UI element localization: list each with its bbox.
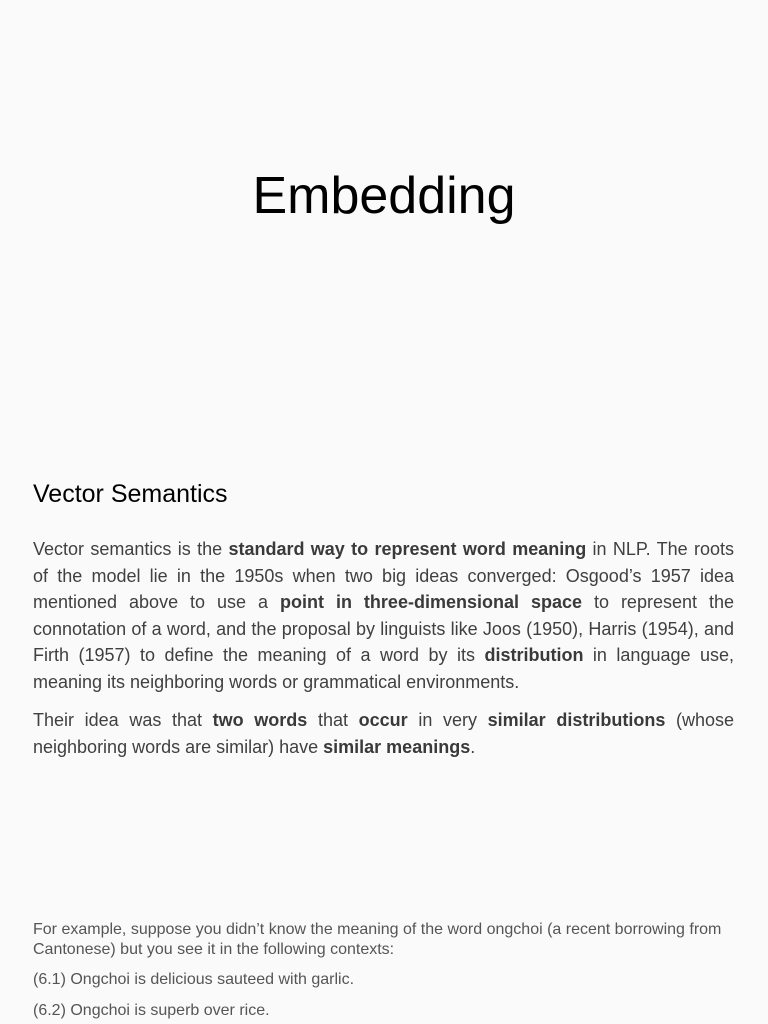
- example-sentence: (6.1) Ongchoi is delicious sauteed with garlic.: [33, 971, 355, 988]
- paragraph-vector-semantics-intro: [33, 536, 734, 696]
- text-run: in very: [407, 710, 488, 730]
- text-run: to represent the connotation of a word, and the proposal by linguists like Joos (1950), Harris (1954), and Firth (1957) to define the meaning of a word by its: [33, 592, 734, 666]
- example-intro: For example, suppose you didn’t know the meaning of the word ongchoi (a recent borrowing from Cantonese) but you see it in the following contexts:: [33, 921, 722, 958]
- text-run: in language use, meaning its neighboring words or grammatical environments.: [33, 645, 734, 692]
- bold-phrase: similar distributions: [487, 710, 666, 730]
- text-run: (whose neighboring words are similar) have: [33, 710, 735, 757]
- example-sentence: (6.2) Ongchoi is superb over rice.: [33, 1002, 270, 1019]
- page-title: Embedding: [252, 167, 516, 225]
- text-run: that: [307, 710, 359, 730]
- text-run: Their idea was that: [33, 710, 213, 730]
- text-run: in NLP. The roots of the model lie in the 1950s when two big ideas converged: Osgood’s 1957 idea mentioned above to use a: [33, 539, 734, 613]
- bold-phrase: point in three-dimensional space: [280, 592, 582, 613]
- paragraph-distribution-idea: [33, 707, 734, 760]
- bold-phrase: similar meanings: [323, 736, 471, 757]
- bold-phrase: occur: [358, 710, 408, 730]
- text-run: .: [470, 736, 476, 757]
- bold-phrase: standard way to represent word meaning: [228, 539, 587, 559]
- bold-phrase: distribution: [484, 645, 584, 666]
- bold-phrase: two words: [212, 710, 308, 730]
- text-run: Vector semantics is the: [33, 539, 229, 559]
- section-heading: Vector Semantics: [33, 480, 228, 508]
